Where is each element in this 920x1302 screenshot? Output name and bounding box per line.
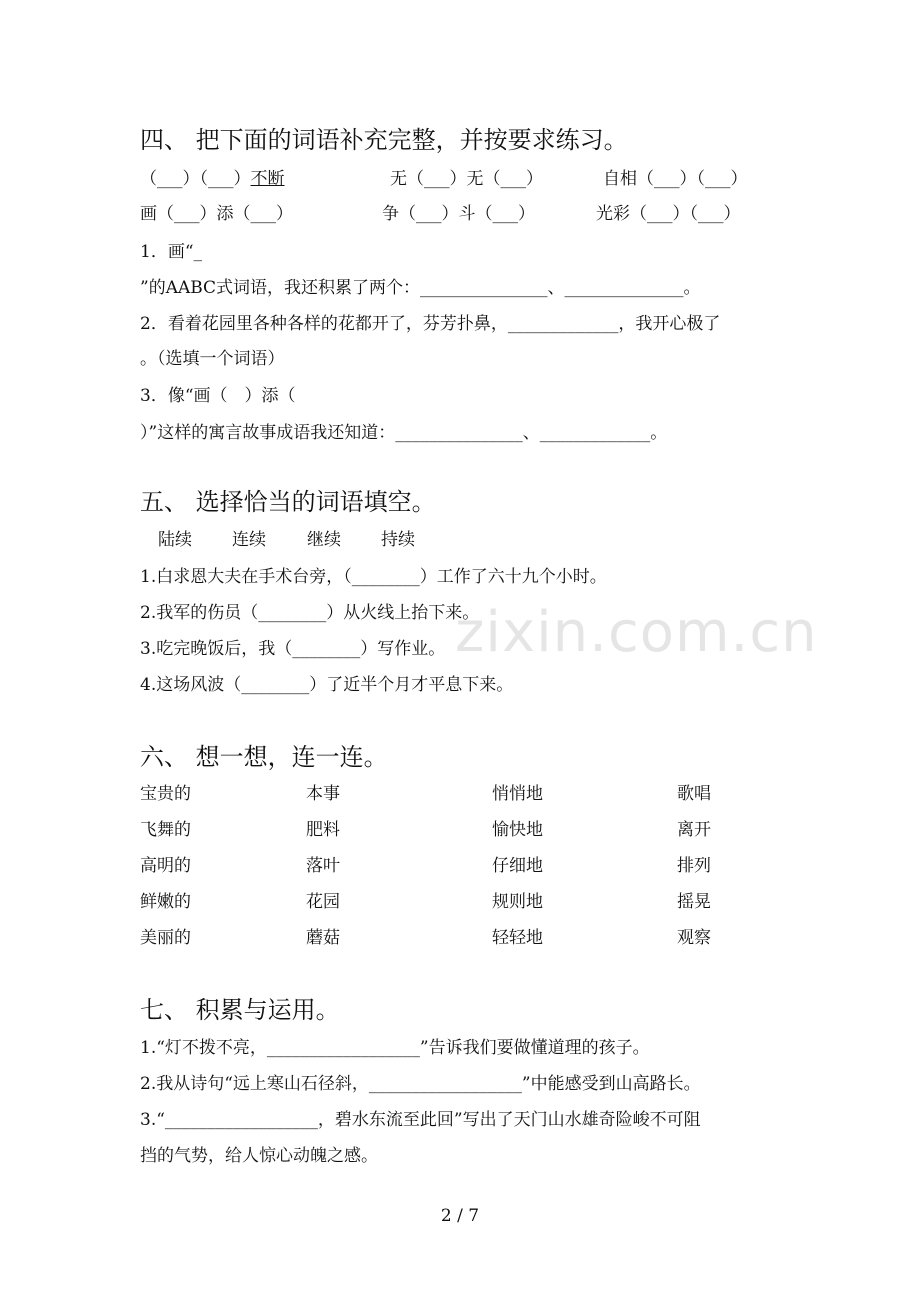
s6-col1-item: 高明的 (140, 856, 191, 876)
s5-question: 4.这场风波（________）了近半个月才平息下来。 (140, 675, 514, 695)
s4-q1-line1: 1．画“_ (140, 242, 203, 262)
s7-q3-line1: 3.“__________________，碧水东流至此回”写出了天门山水雄奇险峻不可阻 (140, 1110, 701, 1130)
s6-col3-item: 规则地 (492, 892, 543, 912)
s5-option: 陆续 (158, 530, 192, 550)
s4-q1-line2: ”的AABC式词语，我还积累了两个：_______________、______________。 (140, 278, 701, 298)
s6-col2-item: 花园 (306, 892, 340, 912)
s6-col1-item: 宝贵的 (140, 784, 191, 804)
s4-row1-c: 自相（___）（___） (603, 169, 748, 189)
s5-option: 继续 (307, 530, 341, 550)
s7-q2: 2.我从诗句“远上寒山石径斜，__________________”中能感受到山高路长。 (140, 1074, 701, 1094)
s5-question: 3.吃完晚饭后，我（________）写作业。 (140, 639, 446, 659)
s4-row1-b: 无（___）无（___） (390, 169, 543, 189)
s6-col3-item: 悄悄地 (492, 784, 543, 804)
s5-question: 1.白求恩大夫在手术台旁，（________）工作了六十九个小时。 (140, 567, 607, 587)
s6-col4-item: 歌唱 (677, 784, 711, 804)
section-5-title: 五、 选择恰当的词语填空。 (140, 488, 436, 516)
s6-col2-item: 本事 (306, 784, 340, 804)
section-4-title: 四、 把下面的词语补充完整，并按要求练习。 (140, 126, 628, 154)
s6-col3-item: 轻轻地 (492, 928, 543, 948)
s6-col1-item: 飞舞的 (140, 820, 191, 840)
s6-col2-item: 落叶 (306, 856, 340, 876)
s4-row2-a: 画（___）添（___） (140, 204, 293, 224)
section-6-title: 六、 想一想，连一连。 (140, 743, 388, 771)
s4-q2-line1: 2．看着花园里各种各样的花都开了，芬芳扑鼻，_____________，我开心极了 (140, 314, 721, 334)
s4-row2-c: 光彩（___）（___） (596, 204, 741, 224)
s6-col4-item: 摇晃 (677, 892, 711, 912)
s4-q3-line1: 3．像“画（ ）添（ (140, 386, 296, 406)
s6-col3-item: 仔细地 (492, 856, 543, 876)
s6-col1-item: 鲜嫩的 (140, 892, 191, 912)
s6-col4-item: 离开 (677, 820, 711, 840)
page-number: 2 / 7 (440, 1206, 480, 1226)
s6-col1-item: 美丽的 (140, 928, 191, 948)
s6-col3-item: 愉快地 (492, 820, 543, 840)
s4-row1-a: （___）（___）不断 (140, 169, 285, 189)
s5-question: 2.我军的伤员（________）从火线上抬下来。 (140, 603, 480, 623)
s7-q1: 1.“灯不拨不亮，__________________”告诉我们要做懂道理的孩子。 (140, 1038, 650, 1058)
s6-col4-item: 观察 (677, 928, 711, 948)
s4-q2-line2: 。（选填一个词语） (140, 349, 285, 369)
s5-option: 连续 (232, 530, 266, 550)
s6-col2-item: 肥料 (306, 820, 340, 840)
s6-col4-item: 排列 (677, 856, 711, 876)
s4-underlined-word: 不断 (250, 169, 285, 189)
s7-q3-line2: 挡的气势，给人惊心动魄之感。 (140, 1146, 378, 1166)
s4-row2-b: 争（___）斗（___） (382, 204, 535, 224)
s5-option: 持续 (381, 530, 415, 550)
s4-q3-line2: ）”这样的寓言故事成语我还知道：_______________、_____________。 (140, 423, 668, 443)
watermark: zixin.com.cn (455, 600, 818, 665)
section-7-title: 七、 积累与运用。 (140, 996, 340, 1024)
s6-col2-item: 蘑菇 (306, 928, 340, 948)
